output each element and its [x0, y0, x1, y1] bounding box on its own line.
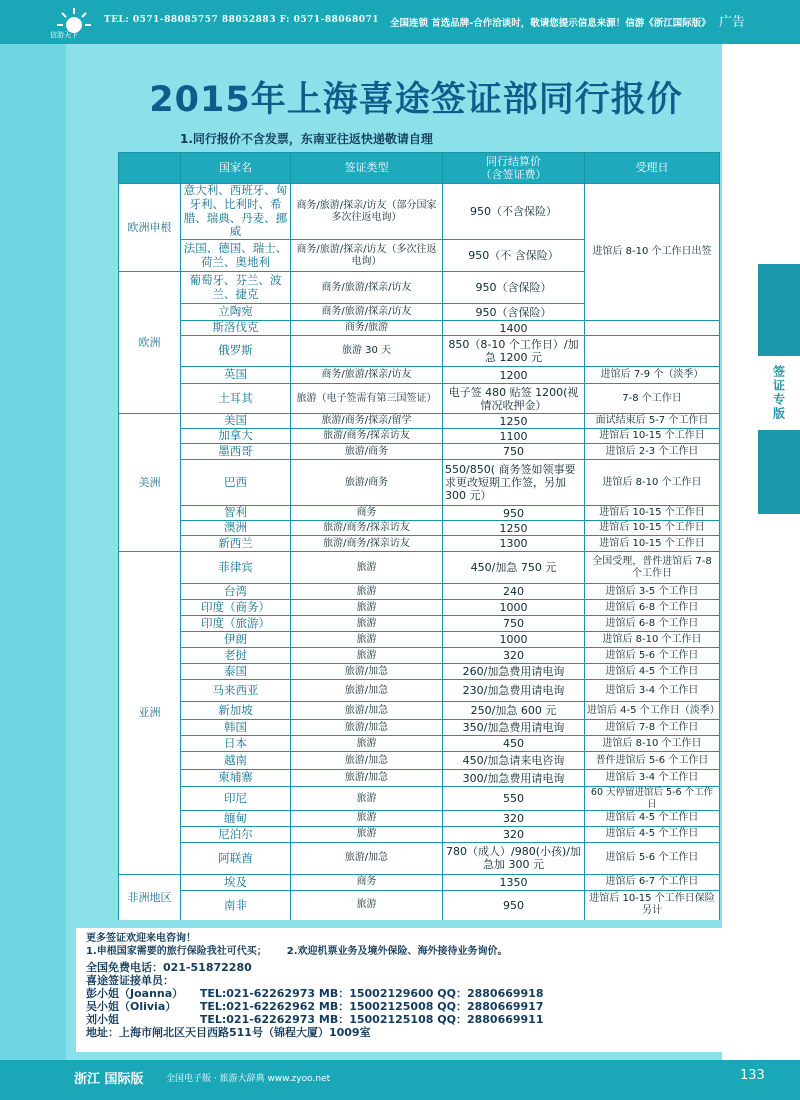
processing-cell: 普件进馆后 5-6 个工作日: [585, 752, 720, 770]
visa-type-cell: 旅游: [291, 826, 443, 842]
visa-type-cell: 商务/旅游/探亲/访友（多次往返电询）: [291, 240, 443, 272]
country-cell: 法国、德国、瑞士、荷兰、奥地利: [181, 240, 291, 272]
price-cell: 950（不含保险）: [443, 184, 585, 240]
table-row: [119, 429, 720, 444]
visa-type-cell: 旅游/商务/探亲访友: [291, 521, 443, 536]
country-cell: 加拿大: [181, 429, 291, 444]
table-row: [119, 752, 720, 770]
price-cell: 850（8-10 个工作日）/加急 1200 元: [443, 336, 585, 367]
table-row: [119, 367, 720, 384]
header-visa-type: 签证类型: [291, 153, 443, 184]
processing-cell: 进馆后 6-8 个工作日: [585, 616, 720, 632]
processing-cell: 进馆后 5-6 个工作日: [585, 842, 720, 874]
visa-type-cell: 旅游/加急: [291, 752, 443, 770]
side-tab: [758, 356, 800, 430]
contact-box: [76, 928, 748, 1052]
processing-cell: 进馆后 8-10 个工作日: [585, 736, 720, 752]
visa-type-cell: 旅游: [291, 552, 443, 584]
contact-name: 彭小姐（Joanna）: [86, 987, 184, 1000]
country-cell: 墨西哥: [181, 444, 291, 460]
processing-cell: 全国受理，普件进馆后 7-8 个工作日: [585, 552, 720, 584]
processing-cell: 进馆后 6-8 个工作日: [585, 600, 720, 616]
contact-mb: MB：15002125108: [318, 1013, 434, 1026]
table-row: [119, 506, 720, 521]
contact-tel: TEL:021-62262973: [199, 1013, 316, 1026]
visa-type-cell: 旅游: [291, 616, 443, 632]
country-cell: 意大利、西班牙、匈牙利、比利时、希腊、瑞典、丹麦、挪威: [181, 184, 291, 240]
visa-type-cell: 旅游/商务: [291, 460, 443, 506]
visa-type-cell: 旅游/商务: [291, 444, 443, 460]
table-row: [119, 702, 720, 720]
price-cell: 950（不 含保险）: [443, 240, 585, 272]
footer-note-2: 2.欢迎机票业务及境外保险、海外接待业务询价。: [286, 946, 508, 957]
visa-type-cell: 商务: [291, 506, 443, 521]
page-subtitle: 1.同行报价不含发票，东南亚往返快递敬请自理: [180, 132, 433, 146]
price-table: [118, 152, 720, 921]
table-row: [119, 336, 720, 367]
visa-type-cell: 旅游（电子签需有第三国签证）: [291, 384, 443, 414]
visa-type-cell: 旅游: [291, 632, 443, 648]
visa-type-cell: 商务/旅游/探亲/访友: [291, 367, 443, 384]
footer-intro: 更多签证欢迎来电咨询！: [86, 933, 196, 944]
header-slogan: 全国连锁 首选品牌-合作洽谈时，敬请您提示信息来源！信游《浙江国际版》: [390, 18, 711, 29]
country-cell: 印度（商务）: [181, 600, 291, 616]
country-cell: 澳洲: [181, 521, 291, 536]
processing-cell: 进馆后 4-5 个工作日（淡季）: [585, 702, 720, 720]
processing-cell: 进馆后 3-4 个工作日: [585, 770, 720, 787]
price-cell: 750: [443, 444, 585, 460]
side-panel: [722, 44, 800, 1074]
visa-type-cell: 商务/旅游/探亲/访友: [291, 272, 443, 304]
visa-type-cell: 旅游/加急: [291, 680, 443, 702]
price-cell: 1200: [443, 367, 585, 384]
price-cell: 230/加急费用请电询: [443, 680, 585, 702]
header-contacts: TEL: 0571-88085757 88052883 F: 0571-88068071: [104, 15, 379, 25]
visa-type-cell: 旅游/商务/探亲访友: [291, 536, 443, 552]
contact-tel: TEL:021-62262962: [199, 1000, 316, 1013]
visa-type-cell: 商务/旅游/探亲/访友（部分国家多次往返电询）: [291, 184, 443, 240]
processing-cell: 进馆后 5-6 个工作日: [585, 648, 720, 664]
table-row: [119, 736, 720, 752]
country-cell: 土耳其: [181, 384, 291, 414]
table-row: [119, 874, 720, 890]
processing-cell: 进馆后 3-5 个工作日: [585, 584, 720, 600]
visa-type-cell: 旅游/商务/探亲/留学: [291, 414, 443, 429]
table-row: [119, 664, 720, 680]
region-americas: 美洲: [119, 414, 181, 552]
price-cell: 1100: [443, 429, 585, 444]
price-cell: 1350: [443, 874, 585, 890]
country-cell: 泰国: [181, 664, 291, 680]
country-cell: 新加坡: [181, 702, 291, 720]
table-row: [119, 584, 720, 600]
page-title: 2015年上海喜途签证部同行报价: [149, 80, 683, 120]
header-region: [119, 153, 181, 184]
table-row: [119, 616, 720, 632]
region-asia: 亚洲: [119, 552, 181, 875]
price-cell: 1300: [443, 536, 585, 552]
visa-type-cell: 旅游/加急: [291, 720, 443, 736]
country-cell: 智利: [181, 506, 291, 521]
contact-qq: QQ：2880669918: [437, 987, 544, 1000]
visa-type-cell: 旅游: [291, 584, 443, 600]
visa-type-cell: 旅游: [291, 890, 443, 920]
processing-cell: 进馆后 10-15 个工作日: [585, 521, 720, 536]
contact-name: 刘小姐: [86, 1013, 119, 1026]
processing-cell: 进馆后 8-10 个工作日: [585, 460, 720, 506]
contact-mb: MB：15002129600: [318, 987, 434, 1000]
visa-type-cell: 旅游/商务/探亲访友: [291, 429, 443, 444]
price-cell: 320: [443, 648, 585, 664]
table-row: [119, 536, 720, 552]
processing-cell: 进馆后 4-5 个工作日: [585, 664, 720, 680]
price-cell: 电子签 480 贴签 1200(视情况收押金）: [443, 384, 585, 414]
country-cell: 斯洛伐克: [181, 321, 291, 336]
table-row: [119, 321, 720, 336]
country-cell: 台湾: [181, 584, 291, 600]
country-cell: 马来西亚: [181, 680, 291, 702]
header-price-line1: 同行结算价: [486, 154, 541, 168]
country-cell: 埃及: [181, 874, 291, 890]
price-cell: 950: [443, 506, 585, 521]
country-cell: 南非: [181, 890, 291, 920]
visa-type-cell: 商务/旅游/探亲/访友: [291, 304, 443, 321]
contact-row: [86, 987, 738, 1000]
logo-text: 信游天下: [50, 31, 78, 39]
processing-cell-schengen: 进馆后 8-10 个工作日出签: [585, 184, 720, 321]
price-cell: 320: [443, 826, 585, 842]
price-cell: 950（含保险）: [443, 304, 585, 321]
top-banner: [0, 0, 800, 44]
country-cell: 新西兰: [181, 536, 291, 552]
price-cell: 450/加急 750 元: [443, 552, 585, 584]
country-cell: 韩国: [181, 720, 291, 736]
price-cell: 1000: [443, 600, 585, 616]
country-cell: 越南: [181, 752, 291, 770]
edition-label: 浙江 国际版: [74, 1072, 144, 1087]
region-schengen: 欧洲申根: [119, 184, 181, 272]
processing-cell: 进馆后 8-10 个工作日: [585, 632, 720, 648]
visa-type-cell: 旅游 30 天: [291, 336, 443, 367]
table-row: [119, 384, 720, 414]
price-cell: 1250: [443, 414, 585, 429]
price-cell: 260/加急费用请电询: [443, 664, 585, 680]
footer-note-1: 1.申根国家需要的旅行保险我社可代买；: [86, 946, 267, 957]
contacts-title: 喜途签证接单员：: [86, 974, 174, 987]
table-row: [119, 632, 720, 648]
country-cell: 缅甸: [181, 810, 291, 826]
table-row: [119, 648, 720, 664]
table-row: [119, 414, 720, 429]
visa-type-cell: 旅游/加急: [291, 770, 443, 787]
price-cell: 450/加急请来电咨询: [443, 752, 585, 770]
table-row: [119, 720, 720, 736]
contact-row: [86, 1013, 738, 1026]
site-url: 全国电子版 · 旅游大辞典 www.zyoo.net: [166, 1074, 331, 1084]
country-cell: 英国: [181, 367, 291, 384]
processing-cell: 面试结束后 5-7 个工作日: [585, 414, 720, 429]
visa-type-cell: 旅游/加急: [291, 842, 443, 874]
table-row: [119, 826, 720, 842]
processing-cell: 进馆后 10-15 个工作日: [585, 429, 720, 444]
contact-row: [86, 1000, 738, 1013]
processing-cell: 进馆后 7-8 个工作日: [585, 720, 720, 736]
country-cell: 立陶宛: [181, 304, 291, 321]
table-row: [119, 460, 720, 506]
bottom-banner: [0, 1060, 800, 1100]
processing-cell: 进馆后 10-15 个工作日: [585, 506, 720, 521]
price-cell: 320: [443, 810, 585, 826]
price-cell: 240: [443, 584, 585, 600]
price-cell: 950: [443, 890, 585, 920]
visa-type-cell: 旅游: [291, 810, 443, 826]
country-cell: 柬埔寨: [181, 770, 291, 787]
table-row: [119, 552, 720, 584]
contact-name: 吴小姐（Olivia）: [86, 1000, 177, 1013]
country-cell: 葡萄牙、芬兰、波兰、捷克: [181, 272, 291, 304]
visa-type-cell: 旅游: [291, 736, 443, 752]
region-europe: 欧洲: [119, 272, 181, 414]
address: 地址：上海市闸北区天目西路511号（锦程大厦）1009室: [86, 1026, 371, 1039]
visa-type-cell: 旅游/加急: [291, 664, 443, 680]
price-cell: 350/加急费用请电询: [443, 720, 585, 736]
price-cell: 1000: [443, 632, 585, 648]
processing-cell: 进馆后 3-4 个工作日: [585, 680, 720, 702]
price-cell: 1400: [443, 321, 585, 336]
visa-type-cell: 旅游: [291, 787, 443, 811]
hotline-line: [86, 961, 738, 974]
header-country: 国家名: [181, 153, 291, 184]
table-row: [119, 184, 720, 240]
header-price-line2: （含签证费）: [480, 168, 547, 181]
processing-cell: 进馆后 2-3 个工作日: [585, 444, 720, 460]
processing-cell: [585, 336, 720, 367]
contact-tel: TEL:021-62262973: [199, 987, 316, 1000]
table-row: [119, 842, 720, 874]
price-cell: 1250: [443, 521, 585, 536]
price-cell: 450: [443, 736, 585, 752]
table-row: [119, 680, 720, 702]
price-cell: 250/加急 600 元: [443, 702, 585, 720]
country-cell: 老挝: [181, 648, 291, 664]
side-tab-label: 签证专版: [771, 365, 786, 421]
visa-type-cell: 旅游: [291, 648, 443, 664]
price-cell: 950（含保险）: [443, 272, 585, 304]
table-row: [119, 787, 720, 811]
country-cell: 美国: [181, 414, 291, 429]
processing-cell: 进馆后 4-5 个工作日: [585, 826, 720, 842]
country-cell: 印尼: [181, 787, 291, 811]
table-row: [119, 890, 720, 920]
header-processing: 受理日: [585, 153, 720, 184]
country-cell: 伊朗: [181, 632, 291, 648]
table-row: [119, 600, 720, 616]
country-cell: 俄罗斯: [181, 336, 291, 367]
country-cell: 菲律宾: [181, 552, 291, 584]
country-cell: 巴西: [181, 460, 291, 506]
table-row: [119, 770, 720, 787]
processing-cell: 进馆后 10-15 个工作日: [585, 536, 720, 552]
processing-cell: 进馆后 7-9 个（淡季）: [585, 367, 720, 384]
visa-type-cell: 旅游: [291, 600, 443, 616]
footer-notes: [86, 945, 738, 958]
country-cell: 尼泊尔: [181, 826, 291, 842]
table-row: [119, 810, 720, 826]
contact-qq: QQ：2880669917: [437, 1000, 544, 1013]
country-cell: 阿联酋: [181, 842, 291, 874]
table-row: [119, 444, 720, 460]
table-header-row: [119, 153, 720, 184]
hotline-label: 全国免费电话：: [86, 961, 163, 974]
price-cell: 550: [443, 787, 585, 811]
processing-cell: 7-8 个工作日: [585, 384, 720, 414]
visa-type-cell: 商务: [291, 874, 443, 890]
contact-qq: QQ：2880669911: [437, 1013, 544, 1026]
ad-label: 广告: [719, 15, 746, 30]
header-price: [443, 153, 585, 184]
processing-cell: [585, 321, 720, 336]
price-cell: 780（成人）/980(小孩)/加急加 300 元: [443, 842, 585, 874]
visa-type-cell: 旅游/加急: [291, 702, 443, 720]
country-cell: 日本: [181, 736, 291, 752]
price-cell: 300/加急费用请电询: [443, 770, 585, 787]
price-cell: 550/850( 商务签如领事要求更改短期工作签，另加 300 元）: [443, 460, 585, 506]
hotline-number: 021-51872280: [163, 961, 252, 974]
table-row: [119, 521, 720, 536]
page-number: 133: [740, 1068, 765, 1083]
processing-cell: 进馆后 4-5 个工作日: [585, 810, 720, 826]
country-cell: 印度（旅游）: [181, 616, 291, 632]
price-cell: 750: [443, 616, 585, 632]
processing-cell: 进馆后 6-7 个工作日: [585, 874, 720, 890]
processing-cell: 进馆后 10-15 个工作日保险另计: [585, 890, 720, 920]
contact-mb: MB：15002125008: [318, 1000, 434, 1013]
visa-type-cell: 商务/旅游: [291, 321, 443, 336]
region-africa: 非洲地区: [119, 874, 181, 920]
processing-cell: 60 天停留进馆后 5-6 个工作日: [585, 787, 720, 811]
